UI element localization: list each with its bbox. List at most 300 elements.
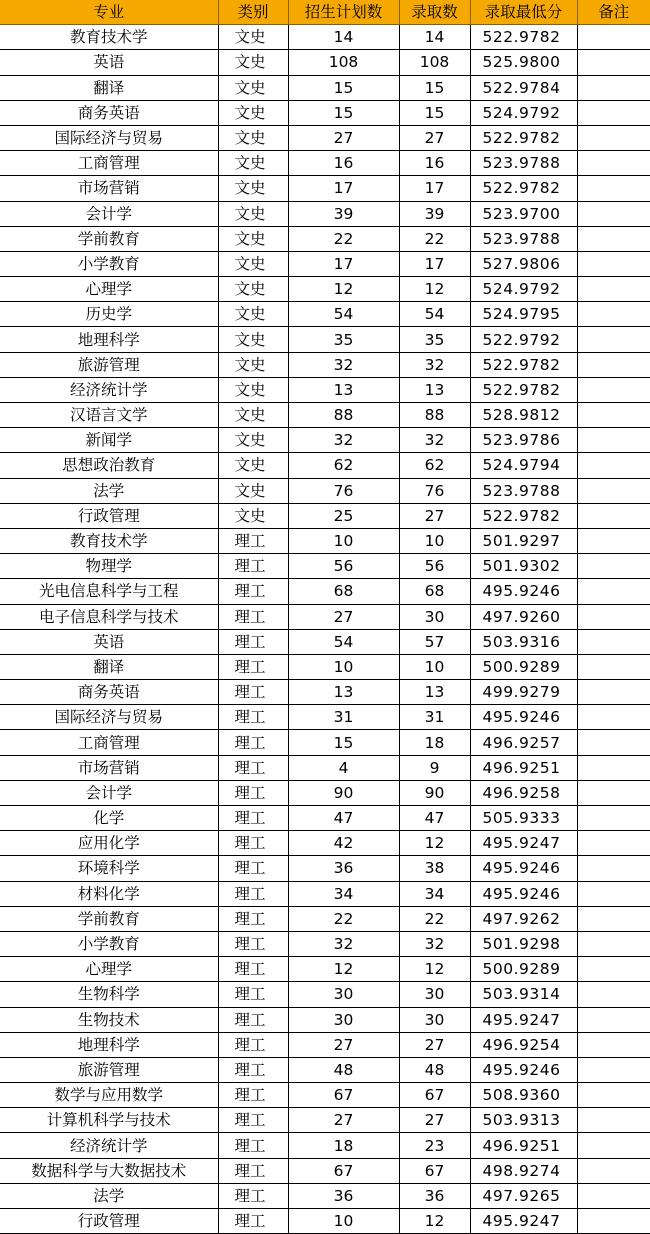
cell-admitted-count: 68 — [399, 579, 470, 604]
cell-major: 商务英语 — [0, 680, 218, 705]
cell-min-score: 503.9314 — [470, 982, 577, 1007]
cell-remarks — [577, 856, 650, 881]
cell-remarks — [577, 151, 650, 176]
cell-min-score: 523.9788 — [470, 226, 577, 251]
cell-major: 旅游管理 — [0, 1057, 218, 1082]
cell-major: 化学 — [0, 806, 218, 831]
cell-major: 工商管理 — [0, 730, 218, 755]
cell-min-score: 524.9794 — [470, 453, 577, 478]
cell-plan-count: 31 — [288, 705, 399, 730]
cell-plan-count: 18 — [288, 1133, 399, 1158]
cell-remarks — [577, 931, 650, 956]
cell-remarks — [577, 125, 650, 150]
table-row — [0, 403, 650, 428]
cell-category: 理工 — [218, 755, 288, 780]
cell-min-score: 495.9246 — [470, 881, 577, 906]
cell-admitted-count: 108 — [399, 50, 470, 75]
cell-major: 新闻学 — [0, 428, 218, 453]
cell-category: 理工 — [218, 1183, 288, 1208]
table-row — [0, 503, 650, 528]
cell-major: 翻译 — [0, 75, 218, 100]
cell-category: 理工 — [218, 705, 288, 730]
table-row — [0, 1209, 650, 1234]
cell-min-score: 522.9782 — [470, 352, 577, 377]
cell-admitted-count: 30 — [399, 1007, 470, 1032]
cell-major: 数学与应用数学 — [0, 1083, 218, 1108]
cell-plan-count: 54 — [288, 302, 399, 327]
cell-admitted-count: 32 — [399, 428, 470, 453]
table-row — [0, 428, 650, 453]
cell-remarks — [577, 881, 650, 906]
cell-remarks — [577, 403, 650, 428]
cell-min-score: 496.9258 — [470, 780, 577, 805]
cell-major: 市场营销 — [0, 176, 218, 201]
table-row — [0, 125, 650, 150]
cell-major: 商务英语 — [0, 100, 218, 125]
cell-category: 理工 — [218, 1032, 288, 1057]
cell-min-score: 495.9246 — [470, 856, 577, 881]
cell-admitted-count: 15 — [399, 75, 470, 100]
cell-admitted-count: 12 — [399, 831, 470, 856]
cell-admitted-count: 9 — [399, 755, 470, 780]
table-row — [0, 176, 650, 201]
cell-plan-count: 10 — [288, 654, 399, 679]
cell-remarks — [577, 604, 650, 629]
table-row — [0, 1007, 650, 1032]
cell-category: 理工 — [218, 604, 288, 629]
table-row — [0, 705, 650, 730]
cell-remarks — [577, 75, 650, 100]
cell-min-score: 523.9788 — [470, 478, 577, 503]
cell-major: 法学 — [0, 1183, 218, 1208]
cell-major: 工商管理 — [0, 151, 218, 176]
cell-plan-count: 62 — [288, 453, 399, 478]
table-row — [0, 1133, 650, 1158]
cell-remarks — [577, 428, 650, 453]
cell-category: 理工 — [218, 654, 288, 679]
cell-category: 文史 — [218, 503, 288, 528]
cell-major: 教育技术学 — [0, 528, 218, 553]
cell-remarks — [577, 1032, 650, 1057]
cell-remarks — [577, 780, 650, 805]
cell-category: 文史 — [218, 428, 288, 453]
cell-major: 翻译 — [0, 654, 218, 679]
cell-category: 理工 — [218, 1158, 288, 1183]
cell-admitted-count: 62 — [399, 453, 470, 478]
cell-min-score: 522.9792 — [470, 327, 577, 352]
cell-plan-count: 42 — [288, 831, 399, 856]
header-admitted-count: 录取数 — [399, 0, 470, 25]
cell-major: 旅游管理 — [0, 352, 218, 377]
cell-admitted-count: 30 — [399, 982, 470, 1007]
cell-category: 理工 — [218, 528, 288, 553]
table-row — [0, 931, 650, 956]
cell-plan-count: 34 — [288, 881, 399, 906]
cell-remarks — [577, 957, 650, 982]
cell-major: 电子信息科学与技术 — [0, 604, 218, 629]
cell-remarks — [577, 831, 650, 856]
cell-major: 学前教育 — [0, 226, 218, 251]
cell-remarks — [577, 579, 650, 604]
cell-plan-count: 25 — [288, 503, 399, 528]
table-row — [0, 1032, 650, 1057]
table-row — [0, 604, 650, 629]
cell-category: 理工 — [218, 1057, 288, 1082]
cell-plan-count: 54 — [288, 629, 399, 654]
cell-min-score: 498.9274 — [470, 1158, 577, 1183]
cell-min-score: 501.9302 — [470, 554, 577, 579]
cell-min-score: 496.9251 — [470, 1133, 577, 1158]
cell-min-score: 522.9782 — [470, 125, 577, 150]
cell-remarks — [577, 503, 650, 528]
table-row — [0, 856, 650, 881]
cell-category: 文史 — [218, 352, 288, 377]
cell-admitted-count: 76 — [399, 478, 470, 503]
table-row — [0, 50, 650, 75]
table-row — [0, 377, 650, 402]
cell-admitted-count: 22 — [399, 906, 470, 931]
cell-min-score: 527.9806 — [470, 251, 577, 276]
cell-plan-count: 27 — [288, 604, 399, 629]
cell-min-score: 503.9313 — [470, 1108, 577, 1133]
cell-remarks — [577, 629, 650, 654]
cell-admitted-count: 56 — [399, 554, 470, 579]
cell-plan-count: 32 — [288, 931, 399, 956]
cell-admitted-count: 13 — [399, 680, 470, 705]
cell-admitted-count: 14 — [399, 25, 470, 50]
cell-plan-count: 12 — [288, 277, 399, 302]
cell-plan-count: 14 — [288, 25, 399, 50]
cell-major: 国际经济与贸易 — [0, 705, 218, 730]
cell-plan-count: 15 — [288, 100, 399, 125]
cell-admitted-count: 36 — [399, 1183, 470, 1208]
cell-min-score: 523.9786 — [470, 428, 577, 453]
table-row — [0, 151, 650, 176]
cell-admitted-count: 27 — [399, 1032, 470, 1057]
cell-plan-count: 16 — [288, 151, 399, 176]
cell-category: 文史 — [218, 125, 288, 150]
cell-admitted-count: 17 — [399, 176, 470, 201]
cell-category: 文史 — [218, 25, 288, 50]
cell-remarks — [577, 251, 650, 276]
cell-remarks — [577, 1083, 650, 1108]
table-row — [0, 352, 650, 377]
cell-admitted-count: 18 — [399, 730, 470, 755]
table-row — [0, 629, 650, 654]
cell-min-score: 524.9792 — [470, 277, 577, 302]
cell-remarks — [577, 1133, 650, 1158]
cell-category: 理工 — [218, 1083, 288, 1108]
table-row — [0, 302, 650, 327]
cell-major: 生物技术 — [0, 1007, 218, 1032]
cell-remarks — [577, 25, 650, 50]
cell-major: 行政管理 — [0, 503, 218, 528]
cell-admitted-count: 12 — [399, 957, 470, 982]
cell-remarks — [577, 680, 650, 705]
cell-category: 文史 — [218, 377, 288, 402]
cell-remarks — [577, 277, 650, 302]
cell-major: 材料化学 — [0, 881, 218, 906]
cell-category: 文史 — [218, 176, 288, 201]
cell-admitted-count: 48 — [399, 1057, 470, 1082]
cell-remarks — [577, 1007, 650, 1032]
header-remarks: 备注 — [577, 0, 650, 25]
table-row — [0, 277, 650, 302]
cell-remarks — [577, 982, 650, 1007]
table-row — [0, 755, 650, 780]
cell-category: 理工 — [218, 957, 288, 982]
cell-remarks — [577, 226, 650, 251]
table-row — [0, 226, 650, 251]
table-row — [0, 25, 650, 50]
cell-plan-count: 15 — [288, 75, 399, 100]
cell-plan-count: 17 — [288, 176, 399, 201]
table-row — [0, 478, 650, 503]
table-row — [0, 1083, 650, 1108]
cell-plan-count: 68 — [288, 579, 399, 604]
cell-plan-count: 47 — [288, 806, 399, 831]
cell-remarks — [577, 554, 650, 579]
table-row — [0, 906, 650, 931]
cell-plan-count: 15 — [288, 730, 399, 755]
table-row — [0, 1183, 650, 1208]
cell-category: 理工 — [218, 730, 288, 755]
cell-admitted-count: 22 — [399, 226, 470, 251]
cell-major: 会计学 — [0, 780, 218, 805]
cell-major: 环境科学 — [0, 856, 218, 881]
cell-major: 汉语言文学 — [0, 403, 218, 428]
table-row — [0, 201, 650, 226]
cell-min-score: 528.9812 — [470, 403, 577, 428]
table-row — [0, 982, 650, 1007]
cell-major: 心理学 — [0, 277, 218, 302]
cell-major: 光电信息科学与工程 — [0, 579, 218, 604]
table-row — [0, 806, 650, 831]
cell-category: 文史 — [218, 453, 288, 478]
cell-plan-count: 13 — [288, 377, 399, 402]
cell-major: 历史学 — [0, 302, 218, 327]
cell-plan-count: 4 — [288, 755, 399, 780]
table-body — [0, 25, 650, 1234]
table-row — [0, 554, 650, 579]
cell-category: 理工 — [218, 579, 288, 604]
cell-major: 地理科学 — [0, 1032, 218, 1057]
cell-major: 物理学 — [0, 554, 218, 579]
cell-min-score: 495.9247 — [470, 831, 577, 856]
cell-category: 文史 — [218, 100, 288, 125]
cell-min-score: 524.9792 — [470, 100, 577, 125]
cell-plan-count: 48 — [288, 1057, 399, 1082]
cell-plan-count: 22 — [288, 906, 399, 931]
cell-plan-count: 30 — [288, 1007, 399, 1032]
cell-min-score: 522.9782 — [470, 503, 577, 528]
cell-category: 理工 — [218, 780, 288, 805]
cell-major: 应用化学 — [0, 831, 218, 856]
cell-admitted-count: 15 — [399, 100, 470, 125]
cell-admitted-count: 30 — [399, 604, 470, 629]
cell-min-score: 496.9254 — [470, 1032, 577, 1057]
cell-plan-count: 10 — [288, 528, 399, 553]
cell-major: 市场营销 — [0, 755, 218, 780]
cell-plan-count: 36 — [288, 1183, 399, 1208]
cell-category: 文史 — [218, 151, 288, 176]
header-row — [0, 0, 650, 25]
cell-admitted-count: 32 — [399, 352, 470, 377]
cell-remarks — [577, 302, 650, 327]
cell-major: 会计学 — [0, 201, 218, 226]
cell-category: 文史 — [218, 302, 288, 327]
cell-min-score: 503.9316 — [470, 629, 577, 654]
cell-admitted-count: 16 — [399, 151, 470, 176]
cell-plan-count: 32 — [288, 352, 399, 377]
table-row — [0, 579, 650, 604]
cell-min-score: 496.9257 — [470, 730, 577, 755]
cell-remarks — [577, 327, 650, 352]
cell-min-score: 522.9782 — [470, 176, 577, 201]
cell-remarks — [577, 50, 650, 75]
table-row — [0, 730, 650, 755]
cell-plan-count: 12 — [288, 957, 399, 982]
cell-remarks — [577, 201, 650, 226]
table-row — [0, 100, 650, 125]
cell-category: 文史 — [218, 50, 288, 75]
cell-remarks — [577, 352, 650, 377]
cell-remarks — [577, 377, 650, 402]
cell-plan-count: 36 — [288, 856, 399, 881]
cell-admitted-count: 34 — [399, 881, 470, 906]
cell-min-score: 523.9700 — [470, 201, 577, 226]
cell-category: 理工 — [218, 1133, 288, 1158]
cell-category: 理工 — [218, 982, 288, 1007]
cell-min-score: 522.9782 — [470, 25, 577, 50]
cell-admitted-count: 88 — [399, 403, 470, 428]
cell-plan-count: 17 — [288, 251, 399, 276]
cell-admitted-count: 12 — [399, 1209, 470, 1234]
cell-min-score: 522.9784 — [470, 75, 577, 100]
cell-major: 经济统计学 — [0, 377, 218, 402]
cell-category: 理工 — [218, 856, 288, 881]
cell-admitted-count: 10 — [399, 654, 470, 679]
cell-admitted-count: 90 — [399, 780, 470, 805]
cell-plan-count: 27 — [288, 1032, 399, 1057]
cell-major: 小学教育 — [0, 931, 218, 956]
cell-remarks — [577, 100, 650, 125]
cell-remarks — [577, 654, 650, 679]
cell-category: 理工 — [218, 1007, 288, 1032]
cell-min-score: 495.9247 — [470, 1209, 577, 1234]
header-min-score: 录取最低分 — [470, 0, 577, 25]
cell-category: 文史 — [218, 478, 288, 503]
cell-category: 理工 — [218, 1108, 288, 1133]
cell-major: 数据科学与大数据技术 — [0, 1158, 218, 1183]
cell-admitted-count: 47 — [399, 806, 470, 831]
cell-category: 文史 — [218, 201, 288, 226]
table-row — [0, 1158, 650, 1183]
cell-plan-count: 39 — [288, 201, 399, 226]
cell-plan-count: 67 — [288, 1083, 399, 1108]
cell-remarks — [577, 730, 650, 755]
cell-min-score: 500.9289 — [470, 654, 577, 679]
cell-min-score: 496.9251 — [470, 755, 577, 780]
cell-major: 学前教育 — [0, 906, 218, 931]
cell-admitted-count: 23 — [399, 1133, 470, 1158]
cell-plan-count: 76 — [288, 478, 399, 503]
cell-admitted-count: 32 — [399, 931, 470, 956]
cell-min-score: 500.9289 — [470, 957, 577, 982]
cell-major: 英语 — [0, 629, 218, 654]
cell-min-score: 495.9246 — [470, 705, 577, 730]
table-row — [0, 957, 650, 982]
cell-remarks — [577, 1108, 650, 1133]
cell-major: 生物科学 — [0, 982, 218, 1007]
cell-category: 文史 — [218, 327, 288, 352]
table-row — [0, 680, 650, 705]
cell-remarks — [577, 705, 650, 730]
cell-major: 地理科学 — [0, 327, 218, 352]
cell-admitted-count: 27 — [399, 503, 470, 528]
cell-admitted-count: 54 — [399, 302, 470, 327]
cell-min-score: 495.9247 — [470, 1007, 577, 1032]
cell-plan-count: 56 — [288, 554, 399, 579]
cell-min-score: 495.9246 — [470, 579, 577, 604]
cell-admitted-count: 67 — [399, 1083, 470, 1108]
cell-plan-count: 108 — [288, 50, 399, 75]
cell-plan-count: 10 — [288, 1209, 399, 1234]
cell-category: 理工 — [218, 680, 288, 705]
cell-admitted-count: 39 — [399, 201, 470, 226]
cell-min-score: 497.9265 — [470, 1183, 577, 1208]
cell-category: 文史 — [218, 226, 288, 251]
cell-major: 经济统计学 — [0, 1133, 218, 1158]
cell-remarks — [577, 453, 650, 478]
header-plan-count: 招生计划数 — [288, 0, 399, 25]
cell-remarks — [577, 906, 650, 931]
header-category: 类别 — [218, 0, 288, 25]
cell-plan-count: 88 — [288, 403, 399, 428]
cell-admitted-count: 35 — [399, 327, 470, 352]
cell-category: 理工 — [218, 806, 288, 831]
cell-remarks — [577, 755, 650, 780]
cell-remarks — [577, 176, 650, 201]
cell-major: 小学教育 — [0, 251, 218, 276]
cell-min-score: 501.9297 — [470, 528, 577, 553]
cell-plan-count: 67 — [288, 1158, 399, 1183]
cell-min-score: 522.9782 — [470, 377, 577, 402]
cell-admitted-count: 31 — [399, 705, 470, 730]
cell-admitted-count: 17 — [399, 251, 470, 276]
cell-major: 计算机科学与技术 — [0, 1108, 218, 1133]
cell-plan-count: 27 — [288, 1108, 399, 1133]
cell-remarks — [577, 806, 650, 831]
cell-category: 文史 — [218, 277, 288, 302]
cell-plan-count: 30 — [288, 982, 399, 1007]
cell-major: 思想政治教育 — [0, 453, 218, 478]
table-row — [0, 881, 650, 906]
cell-min-score: 523.9788 — [470, 151, 577, 176]
cell-category: 理工 — [218, 831, 288, 856]
cell-major: 心理学 — [0, 957, 218, 982]
cell-category: 文史 — [218, 251, 288, 276]
table-row — [0, 780, 650, 805]
cell-remarks — [577, 478, 650, 503]
cell-major: 国际经济与贸易 — [0, 125, 218, 150]
cell-plan-count: 27 — [288, 125, 399, 150]
cell-min-score: 497.9262 — [470, 906, 577, 931]
cell-min-score: 505.9333 — [470, 806, 577, 831]
cell-min-score: 495.9246 — [470, 1057, 577, 1082]
cell-plan-count: 32 — [288, 428, 399, 453]
cell-remarks — [577, 1057, 650, 1082]
